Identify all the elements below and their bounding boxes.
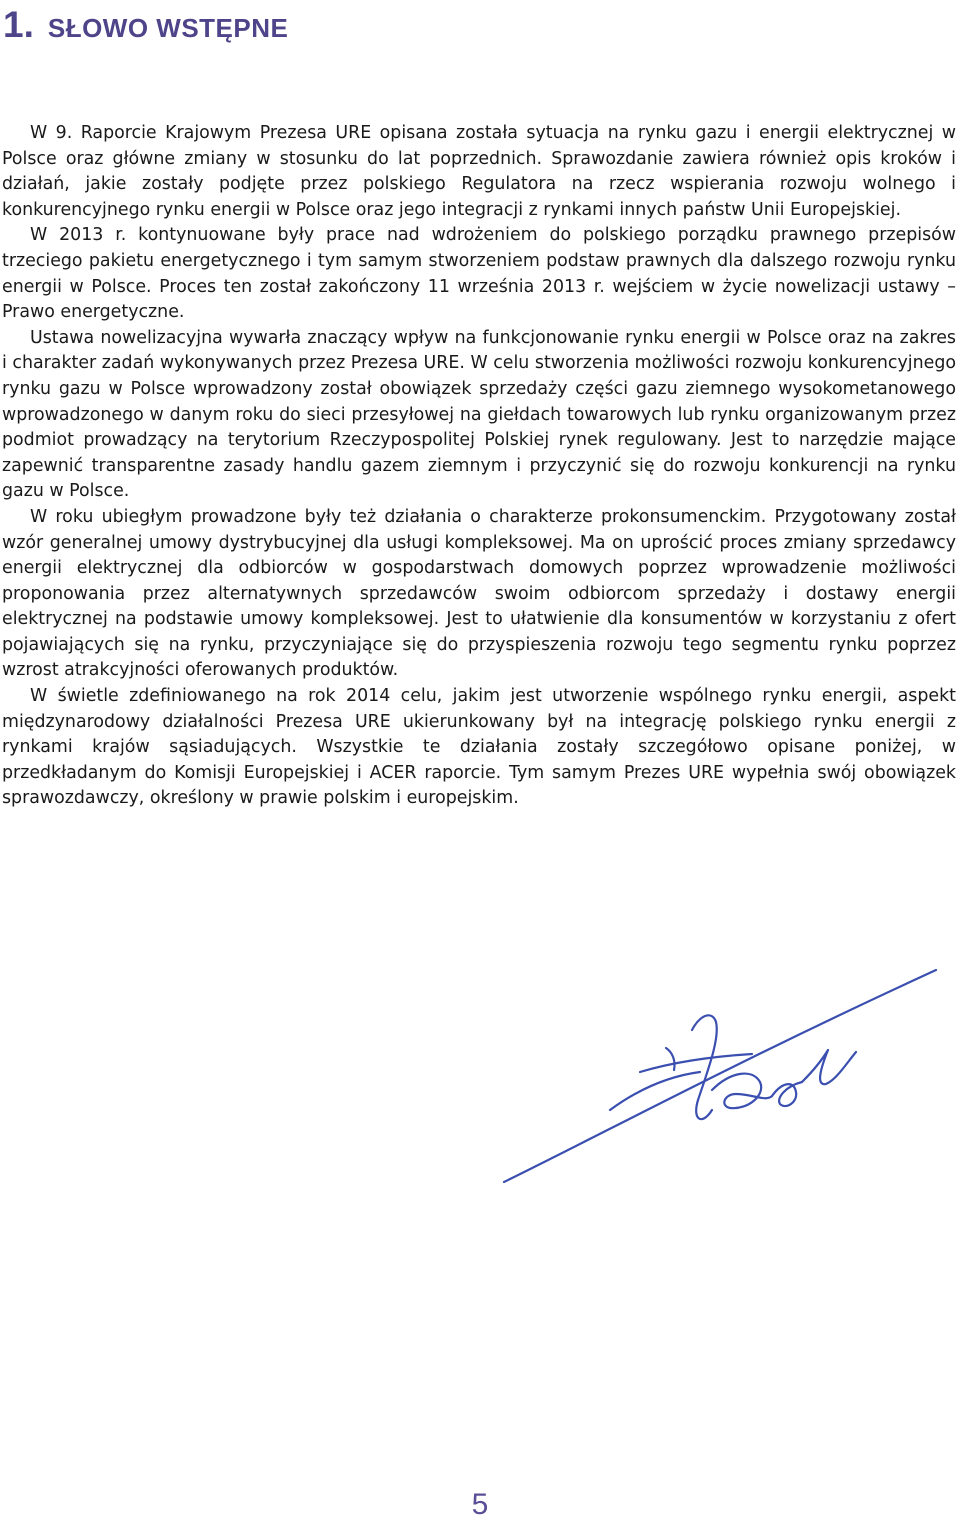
paragraph: Ustawa nowelizacyjna wywarła znaczący wpływ na funkcjonowanie rynku energii w Polsce oraz na zakres i charakter zadań wykonywanych przez Prezesa URE. W celu stworzenia możliwości rozwoju konkurencyjnego rynku gazu w Polsce wprowadzony został obowiązek sprzedaży części gazu ziemnego wysokometanowego wprowadzonego w danym roku do sieci przesyłowej na giełdach towarowych lub rynku organizowanym przez podmiot prowadzący na terytorium Rzeczypospolitej Polskiej rynek regulowany. Jest to narzędzie mające zapewnić transparentne zasady handlu gazem ziemnym i przyczynić się do rozwoju konkurencji na rynku gazu w Polsce. xyxy=(2,327,956,502)
document-body xyxy=(2,121,956,812)
paragraph: W 9. Raporcie Krajowym Prezesa URE opisana została sytuacja na rynku gazu i energii elektrycznej w Polsce oraz główne zmiany w stosunku do lat poprzednich. Sprawozdanie zawiera również opis kroków i działań, jakie zostały podjęte przez polskiego Regulatora na rzecz wspierania rozwoju wolnego i konkurencyjnego rynku energii w Polsce oraz jego integracji z rynkami innych państw Unii Europejskiej. xyxy=(2,123,956,220)
handwritten-signature xyxy=(490,960,950,1190)
page-number: 5 xyxy=(471,1488,489,1521)
paragraph: W świetle zdefiniowanego na rok 2014 celu, jakim jest utworzenie wspólnego rynku energii, aspekt międzynarodowy działalności Prezesa URE ukierunkowany był na integrację polskiego rynku energii z rynkami krajów sąsiadujących. Wszystkie te działania zostały szczegółowo opisane poniżej, w przedkładanym do Komisji Europejskiej i ACER raporcie. Tym samym Prezes URE wypełnia swój obowiązek sprawozdawczy, określony w prawie polskim i europejskim. xyxy=(2,686,956,809)
section-title: SŁOWO WSTĘPNE xyxy=(47,13,289,43)
paragraph: W 2013 r. kontynuowane były prace nad wdrożeniem do polskiego porządku prawnego przepisów trzeciego pakietu energetycznego i tym samym stworzeniem podstaw prawnych dla dalszego rozwoju rynku energii w Polsce. Proces ten został zakończony 11 września 2013 r. wejściem w życie nowelizacji ustawy – Prawo energetyczne. xyxy=(2,225,956,323)
section-number: 1. xyxy=(3,4,34,45)
paragraph: W roku ubiegłym prowadzone były też działania o charakterze prokonsumenckim. Przygotowany został wzór generalnej umowy dystrybucyjnej dla usługi kompleksowej. Ma on uprościć proces zmiany sprzedawcy energii elektrycznej dla odbiorców w gospodarstwach domowych poprzez wprowadzenie możliwości proponowania przez alternatywnych sprzedawców swoim odbiorcom sprzedaży i dostawy energii elektrycznej na podstawie umowy kompleksowej. Jest to ułatwienie dla konsumentów w korzystaniu z ofert pojawiających się na rynku, przyczyniające się do przyspieszenia rozwoju tego segmentu rynku poprzez wzrost atrakcyjności oferowanych produktów. xyxy=(2,506,956,681)
section-heading xyxy=(3,4,288,46)
